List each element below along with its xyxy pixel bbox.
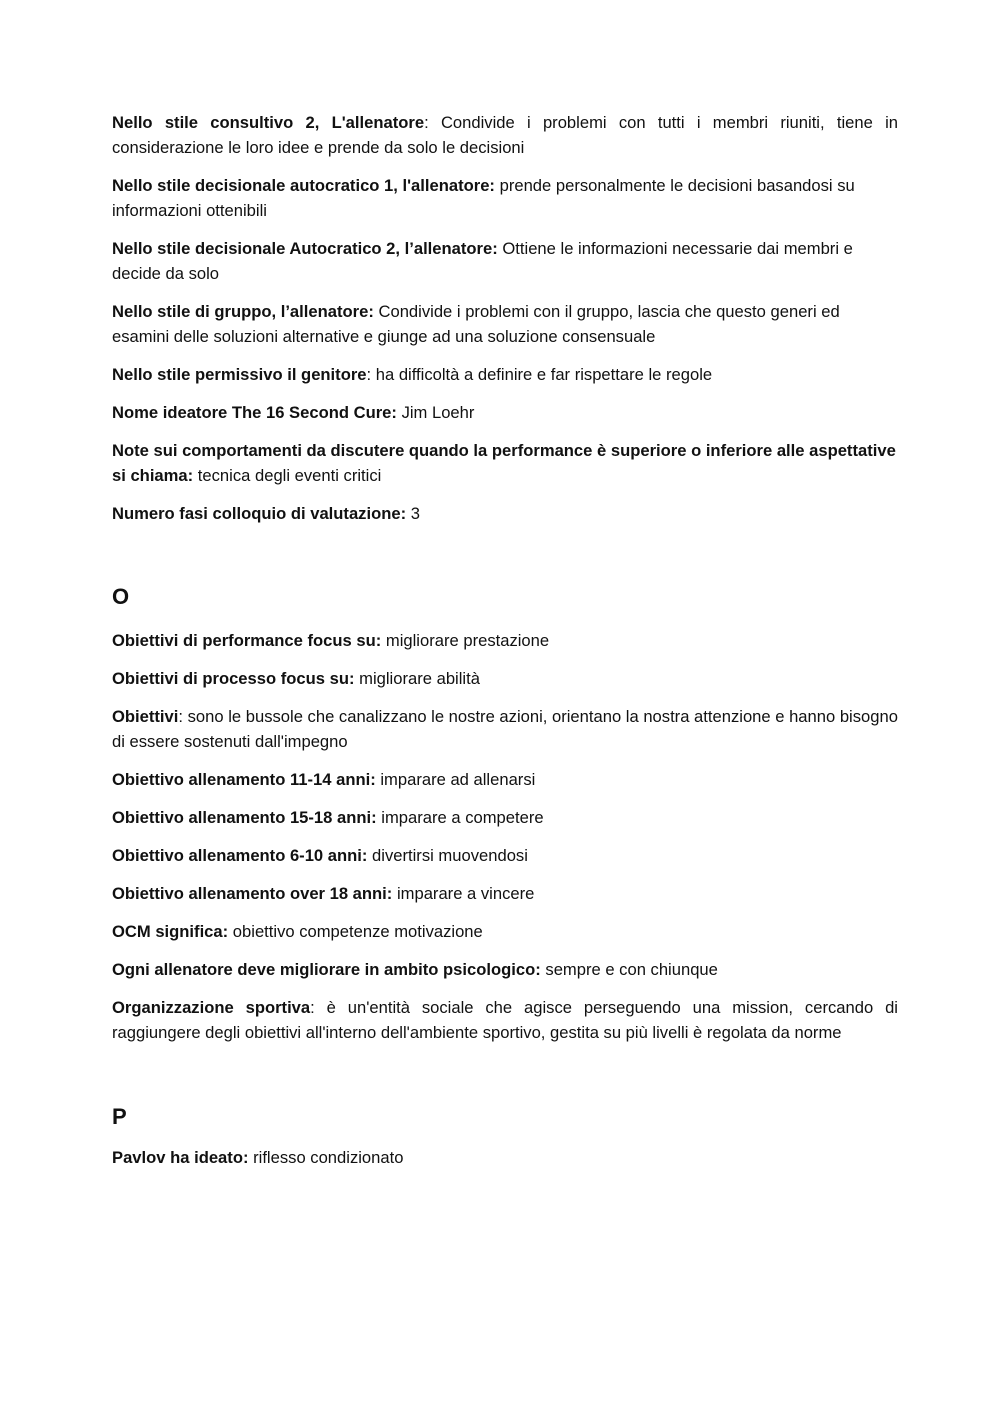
glossary-entry (112, 501, 898, 526)
entry-term: Obiettivo allenamento 11-14 anni: (112, 770, 376, 789)
entry-definition: sempre e con chiunque (545, 960, 718, 979)
entry-definition: imparare ad allenarsi (380, 770, 536, 789)
document-page (112, 110, 898, 1183)
entry-term: Obiettivo allenamento 6-10 anni: (112, 846, 368, 865)
entry-term: Nello stile di gruppo, l’allenatore: (112, 302, 374, 321)
glossary-entry (112, 767, 898, 792)
entry-term: Nome ideatore The 16 Second Cure: (112, 403, 397, 422)
glossary-entry (112, 400, 898, 425)
entry-definition: riflesso condizionato (253, 1148, 404, 1167)
entry-definition: Ottiene le informazioni necessarie dai membri e decide da solo (112, 239, 853, 283)
entry-definition: obiettivo competenze motivazione (232, 922, 483, 941)
entry-term: Obiettivi di performance focus su: (112, 631, 382, 650)
glossary-entry (112, 881, 898, 906)
entry-definition: Jim Loehr (401, 403, 475, 422)
section-p (112, 1145, 898, 1170)
glossary-entry (112, 236, 898, 286)
glossary-entry (112, 843, 898, 868)
entry-term: Nello stile consultivo 2, L'allenatore (112, 113, 425, 132)
entry-term: Nello stile decisionale autocratico 1, l'allenatore: (112, 176, 495, 195)
glossary-entry (112, 628, 898, 653)
entry-definition: ha difficoltà a definire e far rispettare le regole (375, 365, 713, 384)
entry-term: Nello stile permissivo il genitore (112, 365, 367, 384)
glossary-entry: Obiettivi: sono le bussole che canalizzano le nostre azioni, orientano la nostra attenzione e hanno bisogno di essere sostenuti dall'impegno (112, 707, 898, 751)
glossary-entry: Nello stile permissivo il genitore: ha difficoltà a definire e far rispettare le regole (112, 365, 713, 384)
section-heading-p: P (112, 1104, 127, 1129)
entry-definition: Condivide i problemi con tutti i membri riuniti, tiene in considerazione le loro idee e prende da solo le decisioni (112, 113, 898, 157)
entry-term: Organizzazione sportiva (112, 998, 311, 1017)
entry-term: Pavlov ha ideato: (112, 1148, 249, 1167)
glossary-entry (112, 919, 898, 944)
entry-term: Obiettivi di processo focus su: (112, 669, 355, 688)
glossary-entry (112, 173, 898, 223)
entry-term: Numero fasi colloquio di valutazione: (112, 504, 407, 523)
entry-term: OCM significa: (112, 922, 229, 941)
section-n (112, 110, 898, 526)
entry-definition: Condivide i problemi con il gruppo, lascia che questo generi ed esamini delle soluzioni alternative e giunge ad una soluzione consensuale (112, 302, 840, 346)
entry-definition: imparare a vincere (396, 884, 535, 903)
entry-term: Nello stile decisionale Autocratico 2, l’allenatore: (112, 239, 498, 258)
entry-term: Obiettivi (112, 707, 179, 726)
entry-term: Obiettivo allenamento over 18 anni: (112, 884, 393, 903)
entry-definition: migliorare prestazione (385, 631, 550, 650)
entry-term: Ogni allenatore deve migliorare in ambito psicologico: (112, 960, 541, 979)
glossary-entry: Nello stile consultivo 2, L'allenatore: Condivide i problemi con tutti i membri riuniti, tiene in considerazione le loro idee e prende da solo le decisioni (112, 113, 898, 157)
entry-term: Obiettivo allenamento 15-18 anni: (112, 808, 377, 827)
entry-definition: tecnica degli eventi critici (197, 466, 382, 485)
glossary-entry (112, 299, 898, 349)
glossary-entry (112, 666, 898, 691)
entry-definition: prende personalmente le decisioni basandosi su informazioni ottenibili (112, 176, 855, 220)
entry-term: Note sui comportamenti da discutere quando la performance è superiore o inferiore alle aspettative si chiama: (112, 441, 896, 485)
glossary-entry (112, 438, 898, 488)
entry-definition: migliorare abilità (359, 669, 480, 688)
glossary-entry: Organizzazione sportiva: è un'entità sociale che agisce perseguendo una mission, cercando di raggiungere degli obiettivi all'interno dell'ambiente sportivo, gestita su più livelli è regolata da norme (112, 998, 898, 1042)
glossary-entry (112, 957, 898, 982)
section-o (112, 628, 898, 1045)
glossary-entry (112, 1145, 898, 1170)
glossary-entry (112, 805, 898, 830)
section-heading-o: O (112, 584, 130, 609)
entry-definition: 3 (410, 504, 420, 523)
entry-definition: divertirsi muovendosi (372, 846, 528, 865)
entry-definition: sono le bussole che canalizzano le nostre azioni, orientano la nostra attenzione e hanno bisogno di essere sostenuti dall'impegno (112, 707, 898, 751)
entry-definition: è un'entità sociale che agisce perseguendo una mission, cercando di raggiungere degli obiettivi all'interno dell'ambiente sportivo, gestita su più livelli è regolata da norme (112, 998, 898, 1042)
entry-definition: imparare a competere (381, 808, 544, 827)
